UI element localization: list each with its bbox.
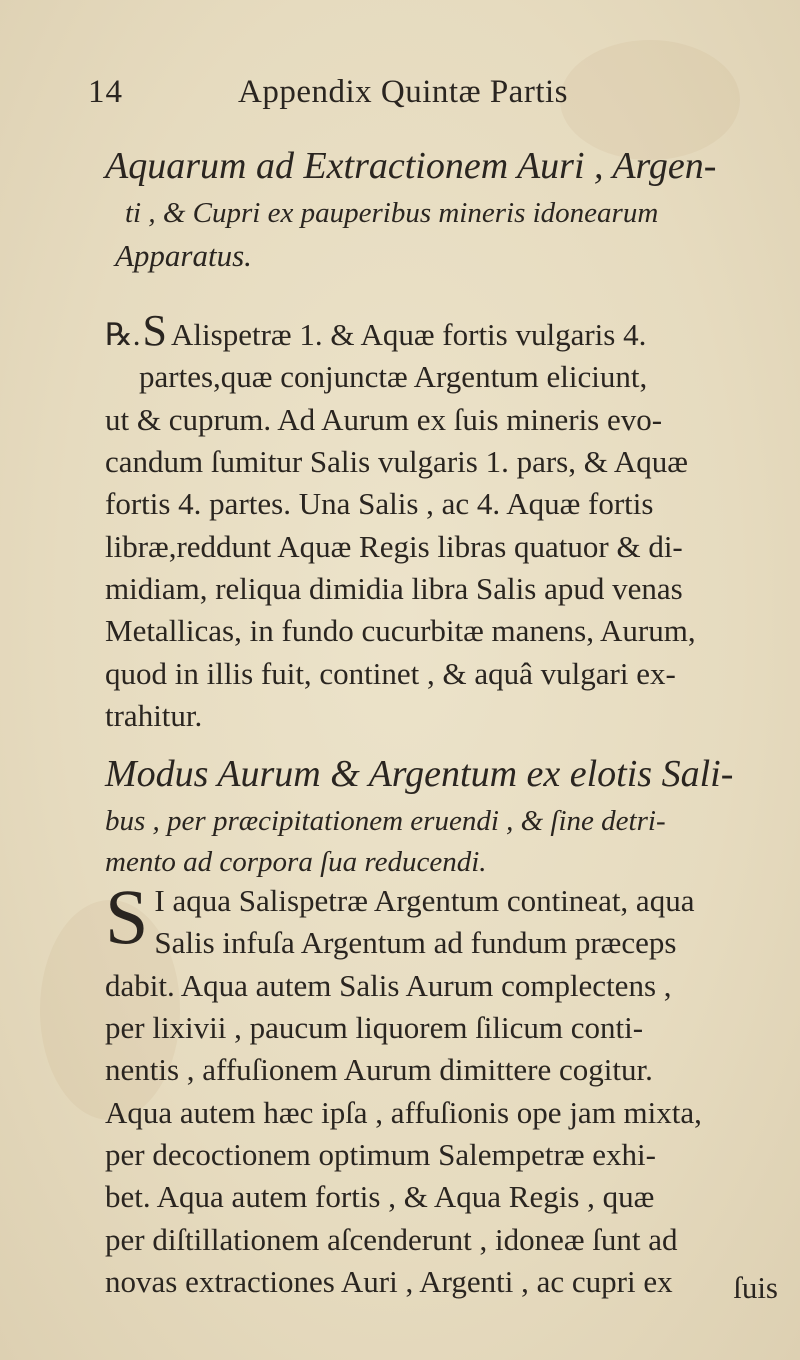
body-line: Salis infuſa Argentum ad fundum præceps: [154, 925, 677, 961]
section-2-heading: [105, 748, 795, 882]
body-line: libræ,reddunt Aquæ Regis libras quatuor & di-: [105, 528, 683, 564]
body-line: Metallicas, in fundo cucurbitæ manens, Aurum,: [105, 613, 696, 649]
body-line: Aqua autem hæc ipſa , affuſionis ope jam mixta,: [105, 1094, 702, 1130]
heading-line: mento ad corpora ſua reducendi.: [105, 845, 487, 878]
body-line: Alispetræ 1. & Aquæ fortis vulgaris 4.: [171, 317, 647, 352]
section-1-heading: [105, 140, 795, 277]
body-line: per decoctionem optimum Salempetræ exhi-: [105, 1136, 656, 1172]
page-number: 14: [88, 74, 123, 110]
heading-line: Apparatus.: [115, 237, 252, 273]
body-line: fortis 4. partes. Una Salis , ac 4. Aquæ fortis: [105, 486, 654, 522]
heading-line: Aquarum ad Extractionem Auri , Argen-: [105, 145, 717, 187]
body-line: partes,quæ conjunctæ Argentum eliciunt,: [139, 359, 648, 395]
body-line: quod in illis fuit, continet , & aquâ vulgari ex-: [105, 655, 676, 691]
body-line: novas extractiones Auri , Argenti , ac cupri ex: [105, 1263, 673, 1299]
drop-cap: S: [142, 306, 168, 355]
body-line: per diſtillationem aſcenderunt , idoneæ ſunt ad: [105, 1221, 678, 1257]
body-line: midiam, reliqua dimidia libra Salis apud venas: [105, 570, 683, 606]
heading-line: Modus Aurum & Argentum ex elotis Sali-: [105, 753, 734, 795]
drop-cap: S: [105, 873, 149, 960]
catchword: ſuis: [733, 1270, 778, 1305]
section-1-body: [105, 306, 795, 737]
body-line: ut & cuprum. Ad Aurum ex ſuis mineris evo-: [105, 401, 663, 437]
body-line: per lixivii , paucum liquorem ſilicum conti-: [105, 1009, 644, 1045]
body-line: I aqua Salispetræ Argentum contineat, aqua: [154, 883, 695, 918]
body-line: bet. Aqua autem fortis , & Aqua Regis , quæ: [105, 1179, 655, 1215]
heading-line: ti , & Cupri ex pauperibus mineris idonearum: [125, 197, 659, 230]
body-line: nentis , affuſionem Aurum dimittere cogitur.: [105, 1052, 653, 1088]
heading-line: bus , per præcipitationem eruendi , & ſine detri-: [105, 805, 666, 838]
running-head: [88, 70, 768, 120]
running-title: Appendix Quintæ Partis: [238, 74, 568, 110]
section-2-body: [105, 873, 795, 1303]
body-line: dabit. Aqua autem Salis Aurum complectens ,: [105, 967, 672, 1003]
body-line: trahitur.: [105, 697, 203, 733]
body-line: candum ſumitur Salis vulgaris 1. pars, & Aquæ: [105, 443, 688, 479]
recipe-symbol: ℞.: [105, 317, 141, 352]
